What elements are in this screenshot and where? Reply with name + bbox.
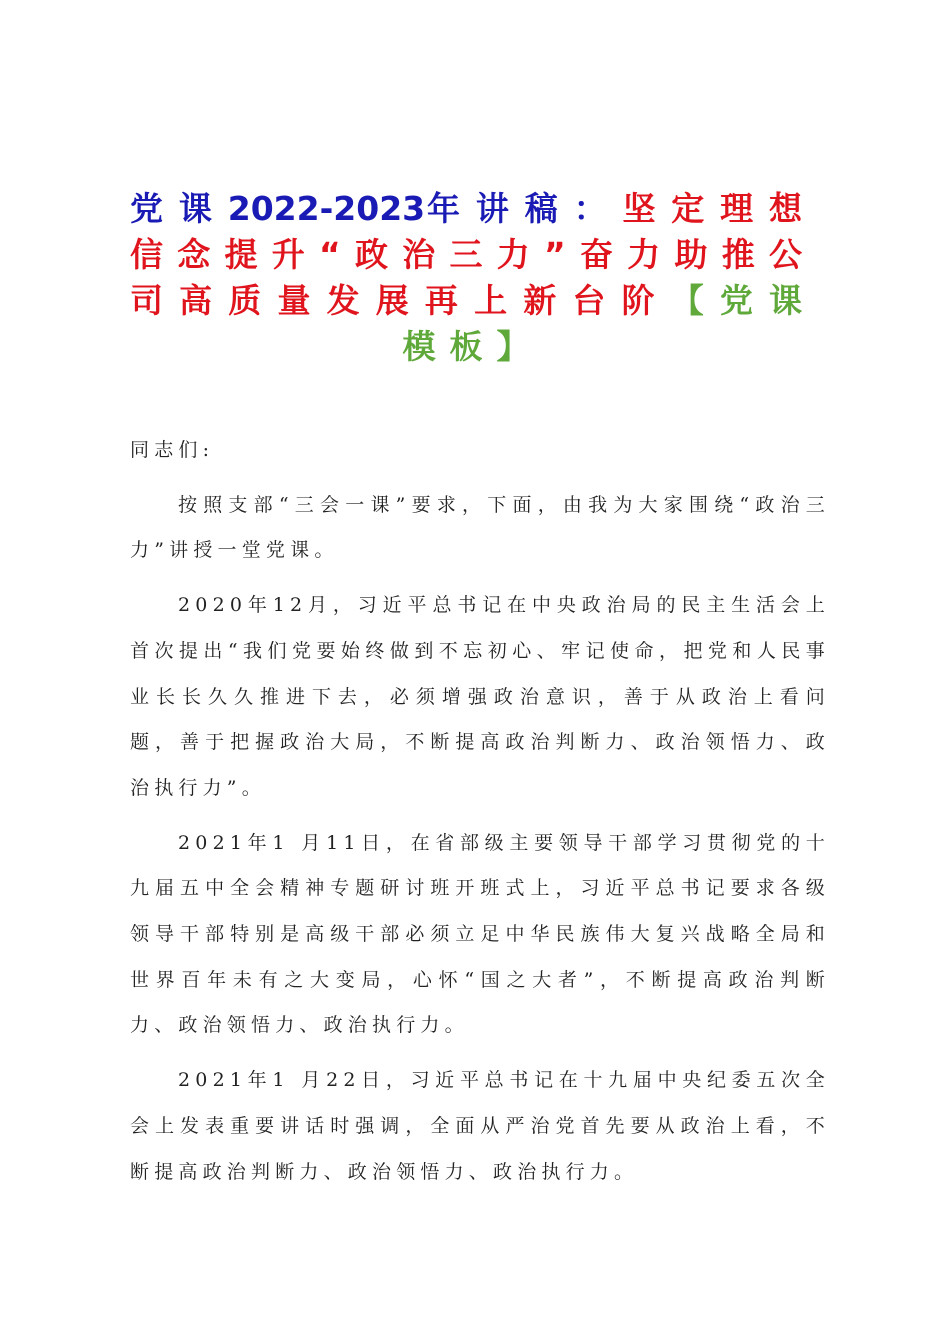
title-years: 2022-2023 <box>227 189 426 228</box>
document-title <box>130 186 816 370</box>
paragraph-4: 2021年1 月22日，习近平总书记在十九届中央纪委五次全会上发表重要讲话时强调，全面从严治党首先要从政治上看，不断提高政治判断力、政治领悟力、政治执行力。 <box>130 1069 830 1183</box>
title-prefix: 党课 <box>130 189 228 228</box>
title-main: 坚定理想信念提升“政治三力”奋力助推公司高质量发展再上新台阶 <box>130 189 817 320</box>
paragraph-1: 按照支部“三会一课”要求，下面，由我为大家围绕“政治三力”讲授一堂党课。 <box>130 493 830 562</box>
title-template-tag: 【党课模板】 <box>402 281 817 366</box>
paragraph-2: 2020年12月，习近平总书记在中央政治局的民主生活会上首次提出“我们党要始终做到不忘初心、牢记使命，把党和人民事业长长久久推进下去，必须增强政治意识，善于从政治上看问题，善于把握政治大局，不断提高政治判断力、政治领悟力、政治执行力”。 <box>130 594 830 799</box>
greeting: 同志们: <box>130 439 215 461</box>
document-body <box>130 428 830 1195</box>
title-speech-label: 年讲稿： <box>425 189 623 228</box>
paragraph-3: 2021年1 月11日，在省部级主要领导干部学习贯彻党的十九届五中全会精神专题研讨班开班式上，习近平总书记要求各级领导干部特别是高级干部必须立足中华民族伟大复兴战略全局和世界百年未有之大变局，心怀“国之大者”，不断提高政治判断力、政治领悟力、政治执行力。 <box>130 831 830 1037</box>
